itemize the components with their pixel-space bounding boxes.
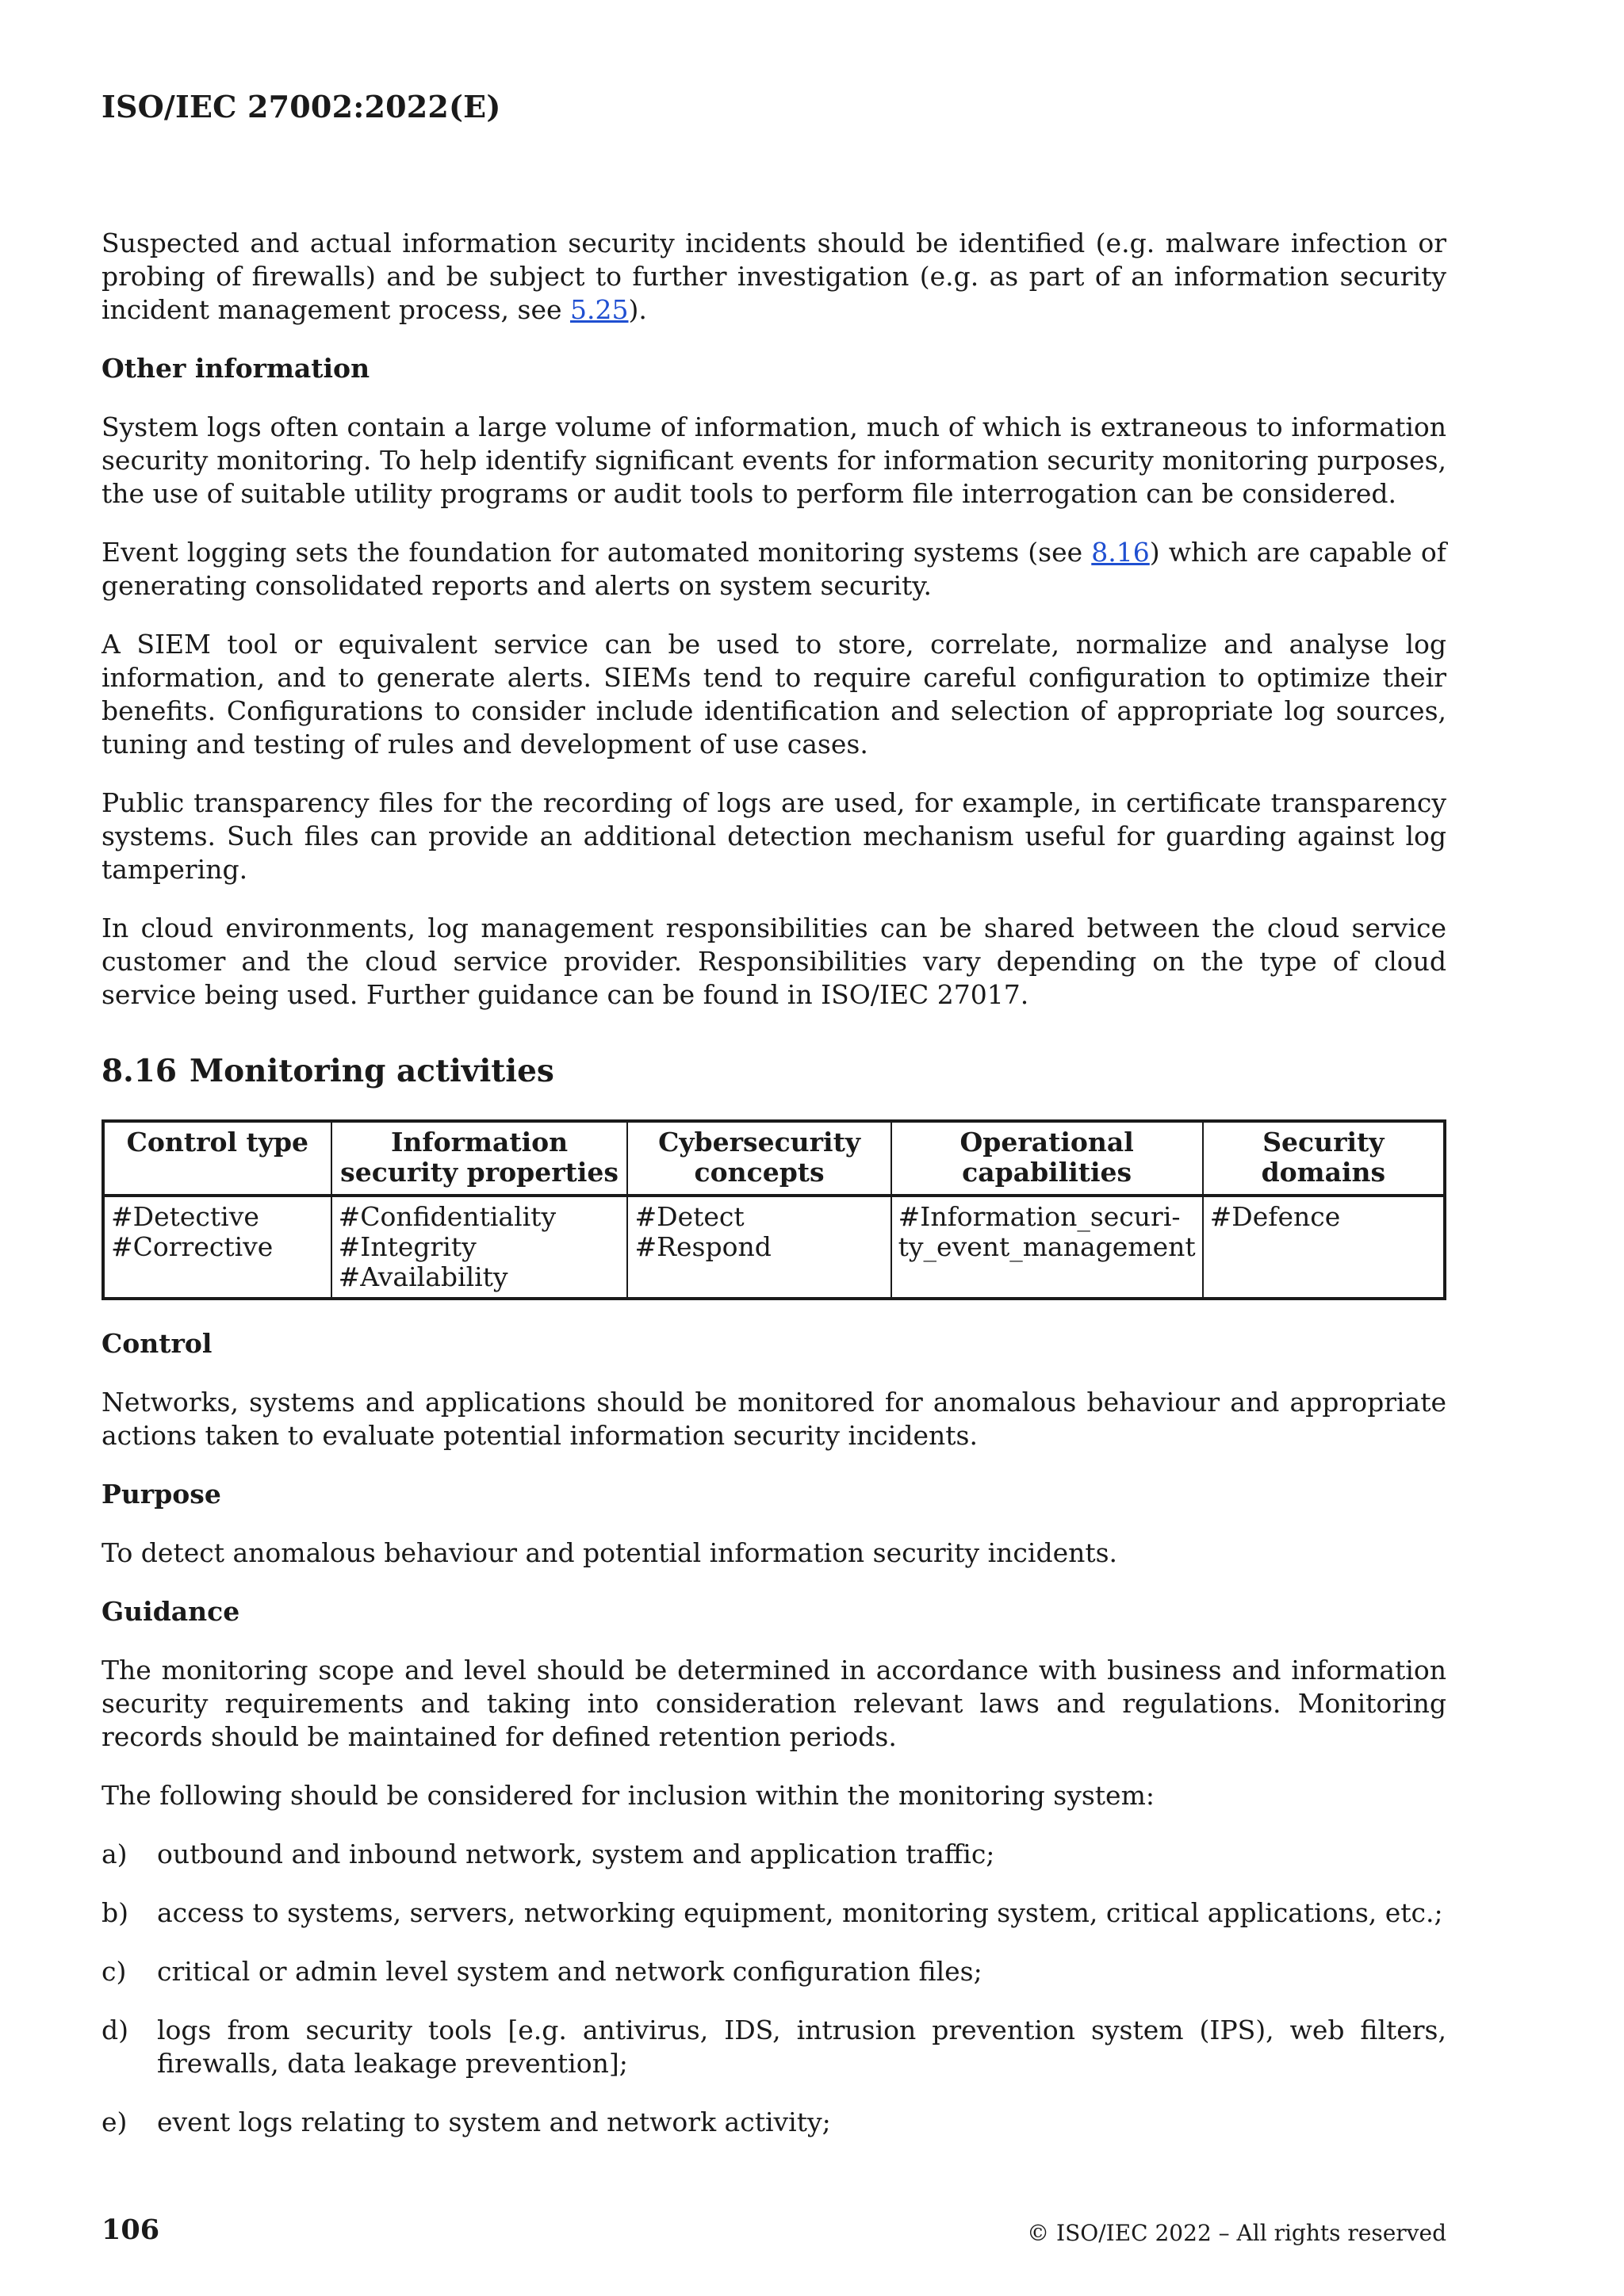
header-cybersecurity-concepts: Cybersecurity concepts <box>627 1121 891 1196</box>
guidance-paragraph-intro: The following should be considered for inclusion within the monitoring system: <box>102 1780 1155 1811</box>
cell-security-properties <box>331 1196 628 1299</box>
control-heading: Control <box>102 1328 213 1359</box>
paragraph-event-logging-text: Event logging sets the foundation for automated monitoring systems (see <box>102 537 1092 568</box>
paragraph-incidents-end: ). <box>628 294 647 325</box>
list-marker: d) <box>102 2015 128 2045</box>
list-item <box>102 2014 1446 2080</box>
cell-detective: #Detective <box>111 1201 259 1232</box>
section-number: 8.16 <box>102 1053 177 1089</box>
cell-cybersecurity-concepts: #Detect #Respond <box>627 1196 891 1299</box>
list-item-text: outbound and inbound network, system and application traffic; <box>157 1839 995 1869</box>
paragraph-event-logging-end: ) which are capable of generating consolidated reports and alerts on system security. <box>102 537 1446 601</box>
section-title <box>102 1053 1446 1089</box>
cell-integrity-availability: #Integrity #Availability <box>338 1231 508 1292</box>
list-marker: c) <box>102 1956 127 1987</box>
control-text: Networks, systems and applications should be monitored for anomalous behaviour and appropriate actions taken to evaluate potential information security incidents. <box>102 1387 1446 1451</box>
section-title-text: Monitoring activities <box>190 1053 554 1089</box>
attributes-table <box>102 1119 1446 1300</box>
cell-control-type <box>103 1196 331 1299</box>
link-5-25[interactable]: 5.25 <box>570 294 629 325</box>
cell-operational-capabilities <box>891 1196 1203 1299</box>
list-item-text: critical or admin level system and network configuration files; <box>157 1956 982 1987</box>
cell-security-domains: #Defence <box>1203 1196 1445 1299</box>
paragraph-incidents <box>102 227 1446 327</box>
header-security-domains: Security domains <box>1203 1121 1445 1196</box>
list-marker: e) <box>102 2107 128 2137</box>
cell-capability-line-2: ty_event_management <box>898 1231 1196 1262</box>
other-information-heading: Other information <box>102 353 370 384</box>
paragraph-system-logs: System logs often contain a large volume of information, much of which is extraneous to information security monitoring. To help identify significant events for information security monitoring purposes, the use of suitable utility programs or audit tools to perform file interrogation can be considered. <box>102 411 1446 509</box>
list-item <box>102 2106 1446 2139</box>
paragraph-cloud: In cloud environments, log management responsibilities can be shared between the cloud service customer and the cloud service provider. Responsibilities vary depending on the type of cloud service being used. Further guidance can be found in ISO/IEC 27017. <box>102 913 1446 1010</box>
list-item <box>102 1838 1446 1871</box>
copyright-notice: © ISO/IEC 2022 – All rights reserved <box>1027 2220 1446 2246</box>
guidance-paragraph-scope: The monitoring scope and level should be determined in accordance with business and information security requirements and taking into consideration relevant laws and regulations. Monitoring records should be maintained for defined retention periods. <box>102 1655 1446 1752</box>
list-item <box>102 1955 1446 1988</box>
purpose-text: To detect anomalous behaviour and potential information security incidents. <box>102 1537 1118 1568</box>
header-information-security-properties: Information security properties <box>331 1121 628 1196</box>
list-item-text: logs from security tools [e.g. antivirus, IDS, intrusion prevention system (IPS), web filters, firewalls, data leakage prevention]; <box>157 2015 1446 2079</box>
link-8-16[interactable]: 8.16 <box>1091 537 1150 568</box>
paragraph-incidents-text: Suspected and actual information security incidents should be identified (e.g. malware infection or probing of firewalls) and be subject to further investigation (e.g. as part of an information security incident management process, see <box>102 228 1446 325</box>
monitoring-list <box>102 1838 1446 2139</box>
header-control-type: Control type <box>103 1121 331 1196</box>
page-content <box>102 227 1446 2164</box>
table-header-row <box>103 1121 1445 1196</box>
table-row <box>103 1196 1445 1299</box>
guidance-heading: Guidance <box>102 1596 240 1627</box>
list-item-text: access to systems, servers, networking equipment, monitoring system, critical applications, etc.; <box>157 1897 1443 1928</box>
document-header: ISO/IEC 27002:2022(E) <box>102 89 501 124</box>
header-operational-capabilities: Operational capabilities <box>891 1121 1203 1196</box>
list-item <box>102 1896 1446 1930</box>
paragraph-transparency: Public transparency files for the recording of logs are used, for example, in certificate transparency systems. Such files can provide an additional detection mechanism useful for guarding against log tampering. <box>102 787 1446 885</box>
list-item-text: event logs relating to system and network activity; <box>157 2107 831 2137</box>
paragraph-event-logging <box>102 536 1446 603</box>
paragraph-siem: A SIEM tool or equivalent service can be used to store, correlate, normalize and analyse log information, and to generate alerts. SIEMs tend to require careful configuration to optimize their benefits. Configurations to consider include identification and selection of appropriate log sources, tuning and testing of rules and development of use cases. <box>102 629 1446 760</box>
purpose-heading: Purpose <box>102 1479 221 1510</box>
cell-corrective: #Corrective <box>111 1231 274 1262</box>
cell-capability-line-1: #Information_securi- <box>898 1201 1181 1232</box>
cell-confidentiality: #Confidentiality <box>338 1201 557 1232</box>
list-marker: b) <box>102 1897 128 1928</box>
page-number: 106 <box>102 2214 160 2246</box>
list-marker: a) <box>102 1839 128 1869</box>
